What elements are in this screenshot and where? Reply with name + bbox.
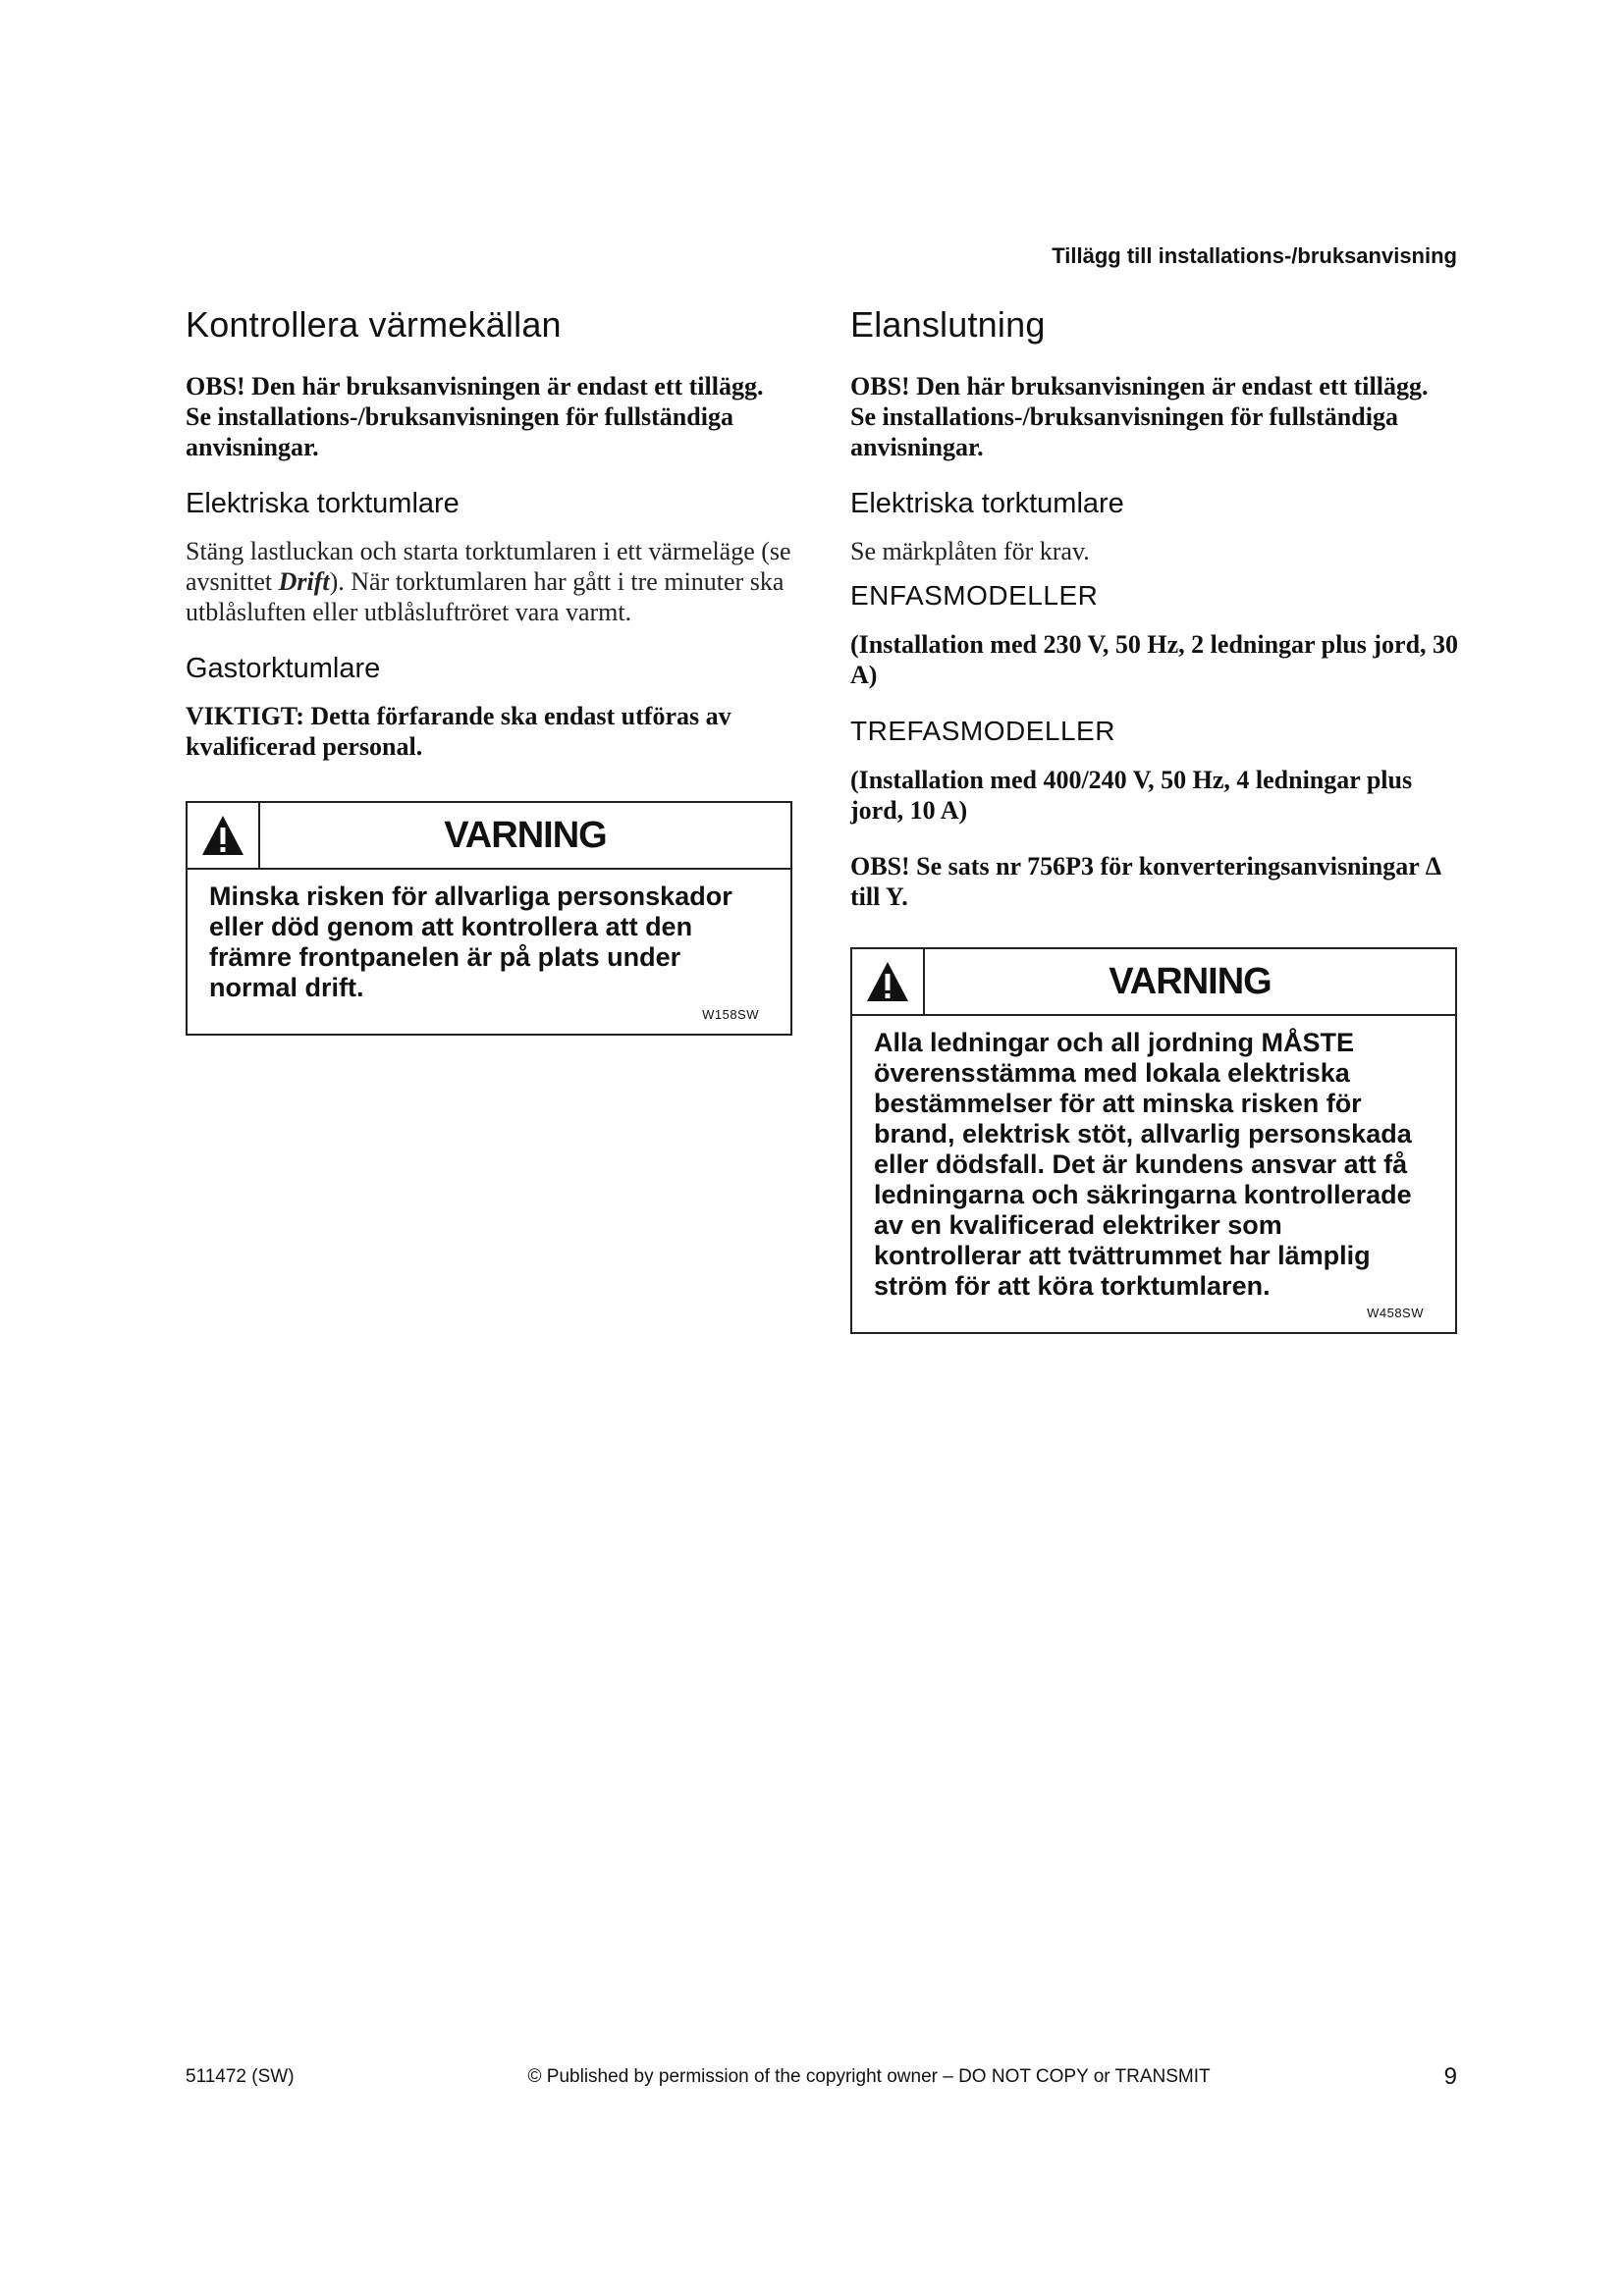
copyright-notice: © Published by permission of the copyright owner – DO NOT COPY or TRANSMIT [527,2066,1211,2087]
subheading-electric-dryers: Elektriska torktumlare [850,488,1124,519]
supplement-note: OBS! Den här bruksanvisningen är endast ett tillägg. Se installations-/bruksanvisningen för fullständiga anvisningar. [850,372,1429,461]
warning-header [188,803,790,870]
three-phase-heading: TREFASMODELLER [850,716,1115,746]
page-footer [186,2063,1457,2091]
right-column [850,304,1459,1334]
section-heading-heat-source: Kontrollera värmekällan [186,304,562,345]
conversion-kit-note: OBS! Se sats nr 756P3 för konverteringsanvisningar Δ till Y. [850,852,1440,911]
warning-header [852,949,1455,1016]
drift-reference: Drift [278,567,330,596]
important-note: VIKTIGT: Detta förfarande ska endast utföras av kvalificerad personal. [186,702,731,761]
left-column [186,304,794,1036]
subheading-electric-dryers: Elektriska torktumlare [186,488,460,519]
warning-box-front-panel [186,801,792,1036]
warning-text: Alla ledningar och all jordning MÅSTE överensstämma med lokala elektriska bestämmelser för att minska risken för brand, elektrisk stöt, allvarlig personskada eller dödsfall. Det är kundens ansvar att få ledningarna och säkringarna kontrollerade av en kvalificerad elektriker som kontrollerar att tvättrummet har lämplig ström för att köra torktumlaren. [874,1028,1412,1301]
warning-box-wiring [850,947,1457,1334]
rating-plate-instruction: Se märkplåten för krav. [850,537,1090,565]
single-phase-spec: (Installation med 230 V, 50 Hz, 2 ledningar plus jord, 30 A) [850,630,1459,689]
supplement-note: OBS! Den här bruksanvisningen är endast ett tillägg. Se installations-/bruksanvisningen för fullständiga anvisningar. [186,372,764,461]
document-number: 511472 (SW) [186,2066,295,2087]
warning-title: VARNING [444,814,607,856]
warning-code: W158SW [702,1007,759,1022]
electric-dryer-instructions: Stäng lastluckan och starta torktumlaren i ett värmeläge (se avsnittet Drift). När torktumlaren har gått i tre minuter ska utblåsluften eller utblåsluftröret vara varmt. [186,537,791,626]
single-phase-heading: ENFASMODELLER [850,580,1099,611]
warning-text: Minska risken för allvarliga personskador eller död genom att kontrollera att den främre frontpanelen är på plats under normal drift. [209,881,732,1002]
page-header-title: Tillägg till installations-/bruksanvisning [1052,243,1457,268]
warning-triangle-icon [852,949,925,1014]
section-heading-electrical-connection: Elanslutning [850,304,1046,345]
warning-code: W458SW [1367,1306,1424,1320]
page-number: 9 [1443,2063,1457,2090]
warning-triangle-icon [188,803,260,868]
warning-title: VARNING [1109,960,1272,1002]
subheading-gas-dryers: Gastorktumlare [186,653,381,684]
three-phase-spec: (Installation med 400/240 V, 50 Hz, 4 ledningar plus jord, 10 A) [850,766,1413,825]
